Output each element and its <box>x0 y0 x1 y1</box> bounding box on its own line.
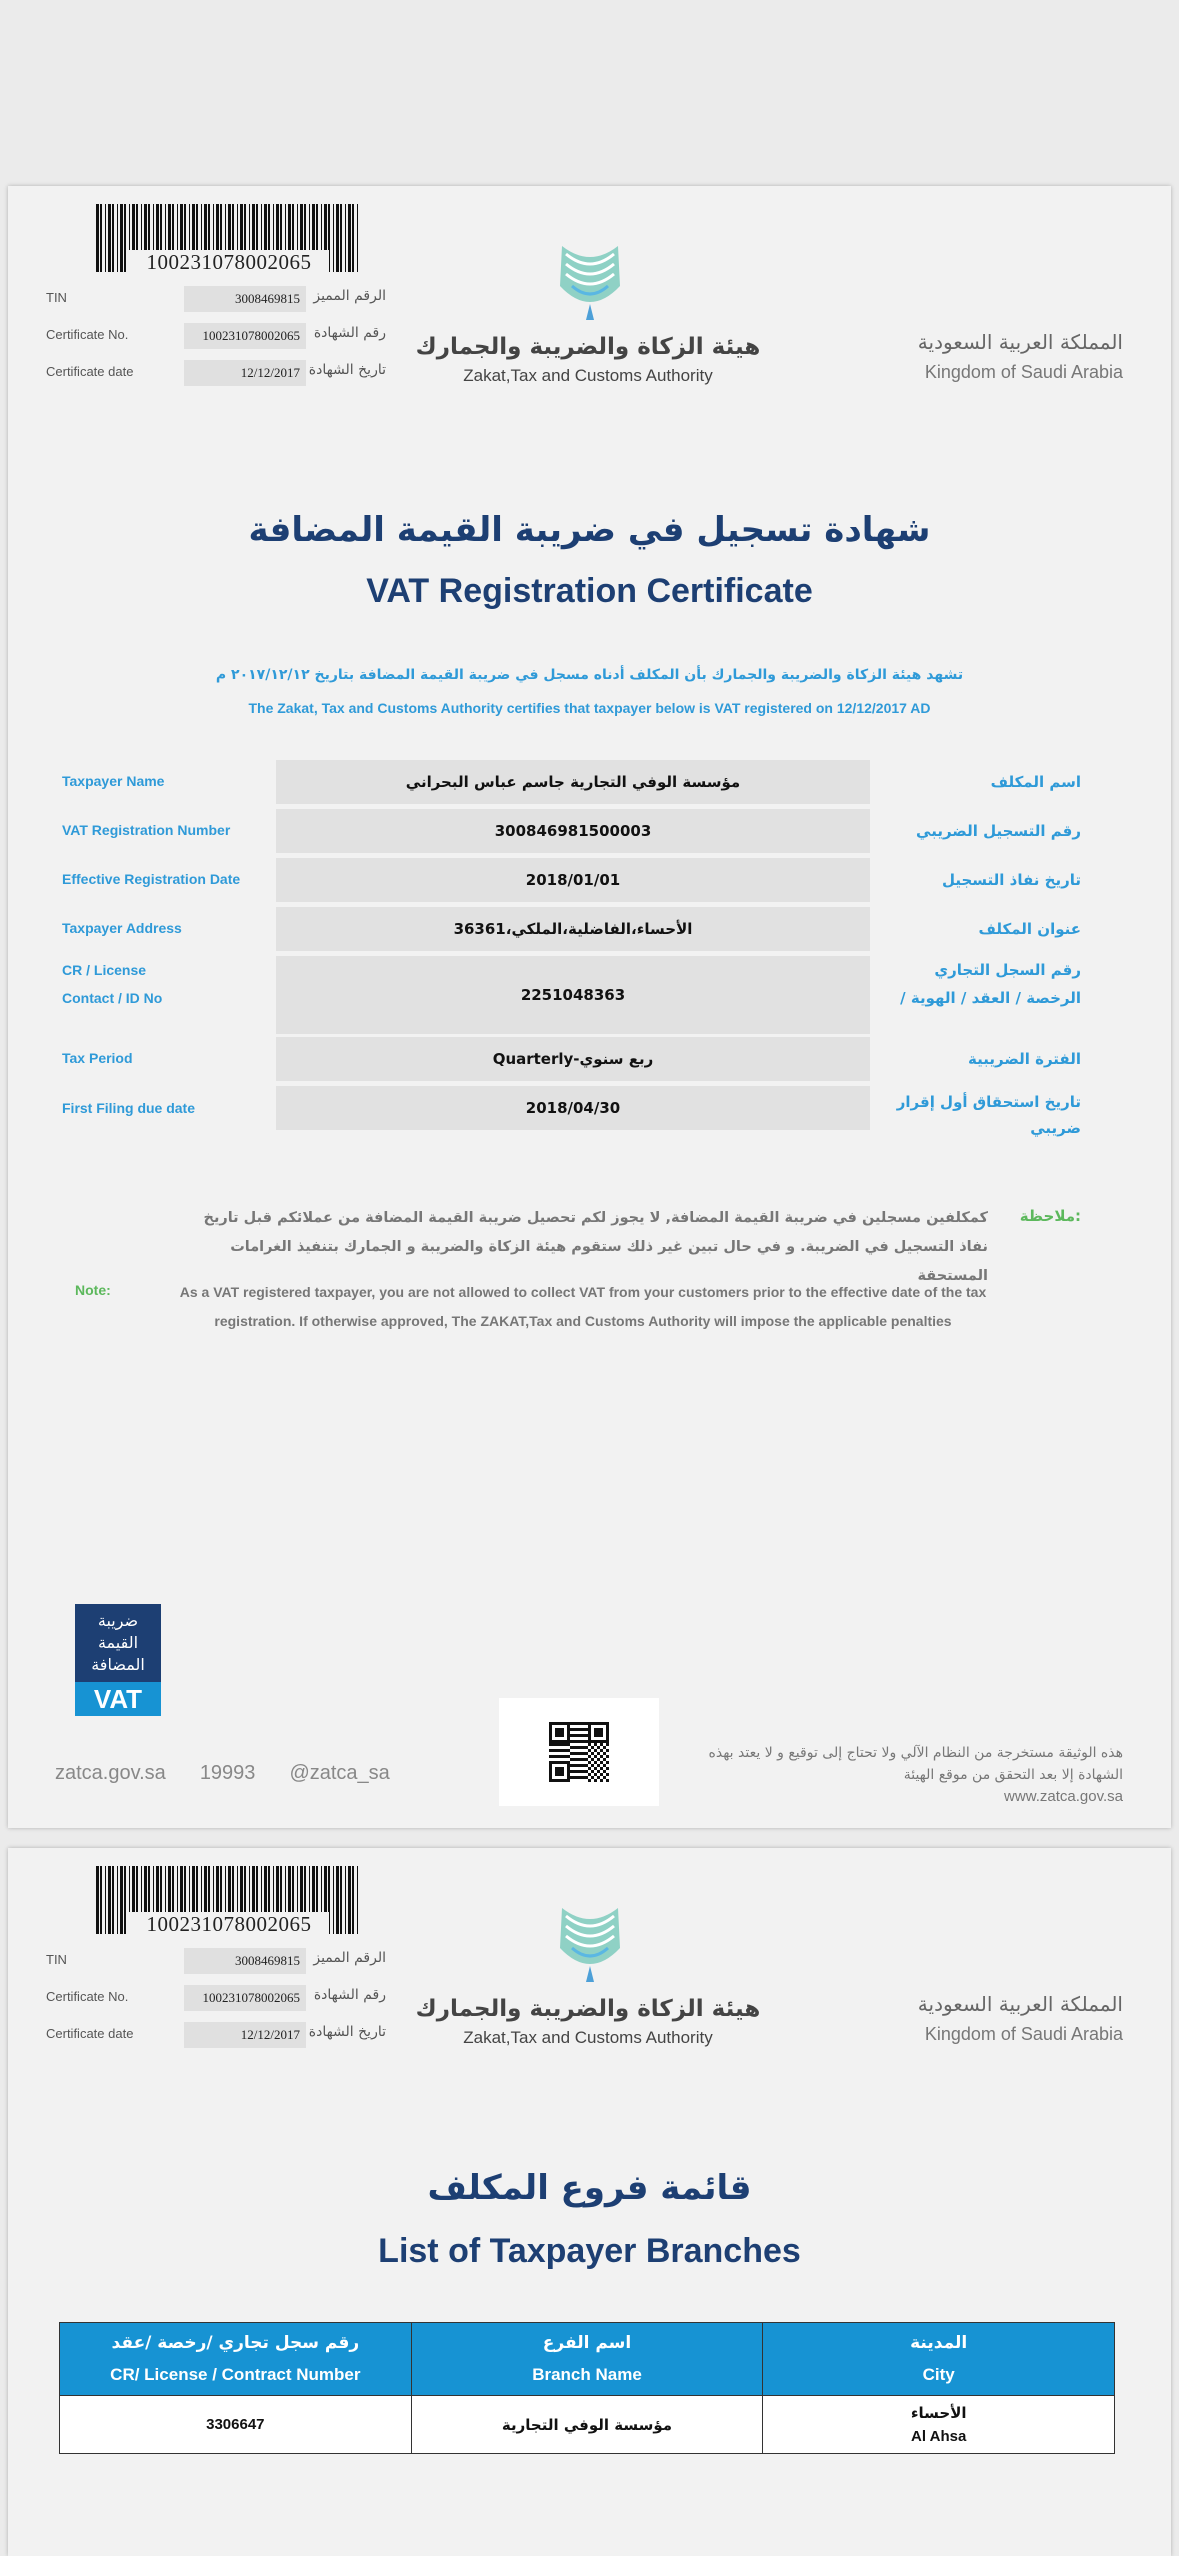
certificate-title-en: VAT Registration Certificate <box>366 572 813 610</box>
vat-logo-icon <box>75 1604 161 1716</box>
certificate-date-label-ar: تاريخ الشهادة <box>308 362 386 378</box>
footer-handle[interactable]: @zatca_sa <box>289 1762 390 1784</box>
branches-page <box>8 1848 1171 2556</box>
field-label-ar: رقم السجل التجاري <box>934 961 1081 979</box>
barcode-number: 100231078002065 <box>129 250 329 275</box>
column-header-en: Branch Name <box>532 2365 642 2384</box>
field-label-en: Taxpayer Name <box>62 773 165 789</box>
kingdom-en: Kingdom of Saudi Arabia <box>924 362 1123 382</box>
kingdom-ar: المملكة العربية السعودية <box>917 1992 1123 2016</box>
footer-website[interactable]: zatca.gov.sa <box>55 1762 166 1784</box>
field-value: مؤسسة الوفي التجارية جاسم عباس البحراني <box>276 760 870 804</box>
certificate-no-label-ar: رقم الشهادة <box>313 1987 386 2003</box>
barcode <box>94 1866 364 1938</box>
zatca-logo-icon <box>550 1900 630 1990</box>
field-label-en: Tax Period <box>62 1050 133 1066</box>
certificate-no-label-ar: رقم الشهادة <box>313 325 386 341</box>
certify-statement-en: The Zakat, Tax and Customs Authority certifies that taxpayer below is VAT registered on 12/12/2017 AD <box>248 700 931 716</box>
footer-phone: 19993 <box>199 1762 256 1784</box>
field-value: 300846981500003 <box>276 809 870 853</box>
field-vat-number <box>8 809 1171 853</box>
certify-statement-ar: تشهد هيئة الزكاة والضريبة والجمارك بأن المكلف أدناه مسجل في ضريبة القيمة المضافة بتاريخ ٢٠١٧/١٢/١٢ م <box>215 667 964 683</box>
certificate-no-row <box>46 321 386 351</box>
tin-label-ar: الرقم المميز <box>313 288 386 304</box>
field-label-ar-2: ضريبي <box>1030 1119 1081 1137</box>
tin-row <box>46 1946 386 1976</box>
field-tax-period <box>8 1037 1171 1081</box>
org-name-ar: هيئة الزكاة والضريبة والجمارك <box>415 334 761 360</box>
field-label-ar: عنوان المكلف <box>978 920 1081 938</box>
field-label-en: VAT Registration Number <box>62 822 231 838</box>
org-name-en: Zakat,Tax and Customs Authority <box>463 2028 713 2047</box>
barcode <box>94 204 364 276</box>
tin-label-ar: الرقم المميز <box>313 1950 386 1966</box>
field-taxpayer-address <box>8 907 1171 951</box>
field-label-en: CR / License <box>62 962 147 978</box>
vat-logo-line-2: القيمة <box>97 1633 139 1652</box>
field-label-en: Effective Registration Date <box>62 871 241 887</box>
certificate-no-row <box>46 1983 386 2013</box>
cell-number: 3306647 <box>60 2396 412 2454</box>
field-label-en: Taxpayer Address <box>62 920 182 936</box>
note-text-ar: كمكلفين مسجلين في ضريبة القيمة المضافة, لا يجوز لكم تحصيل ضريبة القيمة المضافة من عملائكم قبل تاريخ نفاذ التسجيل في الضريبة. و في حال تبين غير ذلك ستقوم هيئة الزكاة والضريبة و الجمارك بتنفيذ الغرامات المستحقة <box>203 1210 988 1284</box>
branches-title-ar: قائمة فروع المكلف <box>427 2168 752 2208</box>
certificate-date-value: 12/12/2017 <box>184 360 306 386</box>
org-name-ar: هيئة الزكاة والضريبة والجمارك <box>415 1996 761 2022</box>
field-label-en-2: Contact / ID No <box>62 990 163 1006</box>
certificate-date-row <box>46 2020 386 2050</box>
cell-city-ar: الأحساء <box>910 2403 967 2422</box>
field-value: 2251048363 <box>276 956 870 1034</box>
kingdom-ar: المملكة العربية السعودية <box>917 330 1123 354</box>
certificate-date-label-en: Certificate date <box>46 2026 134 2041</box>
field-value: 2018/04/30 <box>276 1086 870 1130</box>
vat-logo-line-1: ضريبة <box>97 1611 139 1630</box>
tin-value: 3008469815 <box>184 286 306 312</box>
field-label-ar: تاريخ نفاذ التسجيل <box>941 871 1081 889</box>
qr-code <box>499 1698 659 1806</box>
branches-table <box>59 2322 1115 2454</box>
certificate-date-value: 12/12/2017 <box>184 2022 306 2048</box>
disclaimer-url[interactable]: www.zatca.gov.sa <box>1004 1788 1123 1805</box>
qr-code-icon <box>549 1722 609 1782</box>
field-value: 2018/01/01 <box>276 858 870 902</box>
field-label-ar: اسم المكلف <box>990 773 1081 791</box>
certificate-title-ar: شهادة تسجيل في ضريبة القيمة المضافة <box>248 510 931 550</box>
tin-label-en: TIN <box>46 290 67 305</box>
certificate-no-label-en: Certificate No. <box>46 1989 129 2004</box>
column-header-branch <box>411 2323 763 2396</box>
certificate-no-value: 100231078002065 <box>184 1985 306 2011</box>
table-row <box>60 2396 1115 2454</box>
note-text-en: As a VAT registered taxpayer, you are not allowed to collect VAT from your customers prior to the effective date of the tax registration. If otherwise approved, The ZAKAT,Tax and Customs Authority will impose the applicable penalties <box>179 1284 987 1329</box>
note-label-en: Note: <box>75 1282 111 1298</box>
column-header-city <box>763 2323 1115 2396</box>
kingdom-en: Kingdom of Saudi Arabia <box>924 2024 1123 2044</box>
field-label-en: First Filing due date <box>62 1100 196 1116</box>
field-label-ar: تاريخ استحقاق أول إقرار <box>896 1093 1081 1111</box>
cell-city-en: Al Ahsa <box>911 2427 967 2445</box>
field-label-ar-2: / الرخصة / العقد / الهوية <box>900 989 1081 1007</box>
certificate-no-label-en: Certificate No. <box>46 327 129 342</box>
certificate-page <box>8 186 1171 1828</box>
barcode-number: 100231078002065 <box>129 1912 329 1937</box>
column-header-number <box>60 2323 412 2396</box>
zatca-logo-icon <box>550 238 630 328</box>
column-header-en: CR/ License / Contract Number <box>110 2365 361 2384</box>
vat-logo-line-4: VAT <box>93 1684 143 1714</box>
field-effective-date <box>8 858 1171 902</box>
column-header-ar: المدينة <box>910 2333 968 2353</box>
certificate-date-label-ar: تاريخ الشهادة <box>308 2024 386 2040</box>
table-header-row <box>60 2323 1115 2396</box>
cell-branch: مؤسسة الوفي التجارية <box>411 2396 763 2454</box>
tin-label-en: TIN <box>46 1952 67 1967</box>
org-name-en: Zakat,Tax and Customs Authority <box>463 366 713 385</box>
field-first-filing-date <box>8 1086 1171 1146</box>
cell-city <box>763 2396 1115 2454</box>
certificate-date-row <box>46 358 386 388</box>
column-header-ar: اسم الفرع <box>542 2333 632 2353</box>
branches-title-en: List of Taxpayer Branches <box>378 2232 801 2270</box>
field-value: Quarterly-ربع سنوي <box>276 1037 870 1081</box>
note-label-ar: ملاحظة: <box>1019 1207 1081 1225</box>
certificate-date-label-en: Certificate date <box>46 364 134 379</box>
field-taxpayer-name <box>8 760 1171 804</box>
field-label-ar: رقم التسجيل الضريبي <box>916 822 1081 840</box>
certificate-no-value: 100231078002065 <box>184 323 306 349</box>
footer-links <box>55 1762 390 1785</box>
tin-row <box>46 284 386 314</box>
disclaimer-text: هذه الوثيقة مستخرجة من النظام الآلي ولا تحتاج إلى توقيع و لا يعتد بهذه الشهادة إلا بعد التحقق من موقع الهيئة <box>708 1745 1123 1783</box>
field-label-ar: الفترة الضريبية <box>968 1050 1081 1068</box>
column-header-en: City <box>922 2365 955 2384</box>
field-cr-license <box>8 956 1171 1034</box>
vat-logo-line-3: المضافة <box>91 1655 145 1674</box>
column-header-ar: رقم سجل تجاري /رخصة /عقد <box>111 2333 360 2353</box>
tin-value: 3008469815 <box>184 1948 306 1974</box>
field-value: الأحساء،الفاضلية،الملكي،36361 <box>276 907 870 951</box>
